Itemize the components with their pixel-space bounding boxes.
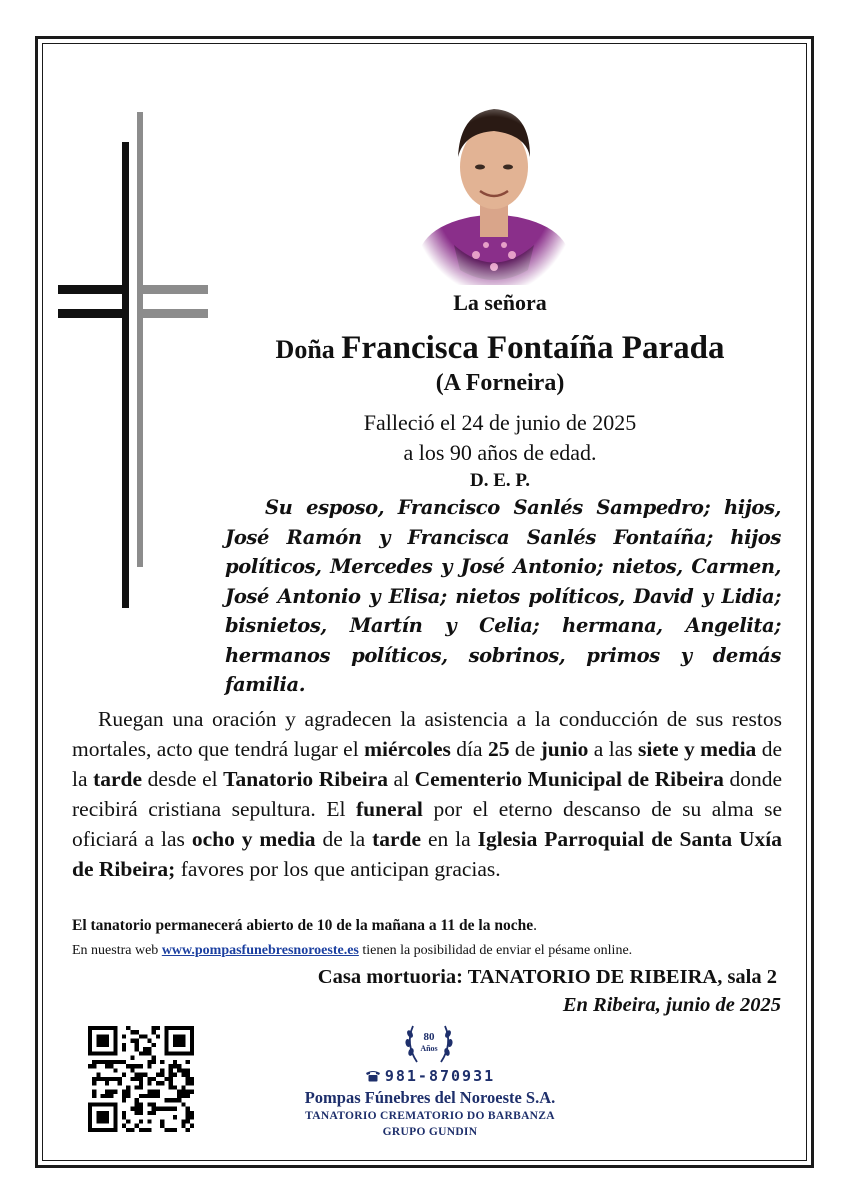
phone-number[interactable] bbox=[300, 1067, 560, 1085]
ceremony-text: de bbox=[509, 737, 541, 761]
death-date: Falleció el 24 de junio de 2025 bbox=[363, 410, 637, 435]
website-link[interactable]: www.pompasfunebresnoroeste.es bbox=[161, 943, 359, 958]
alias: (A Forneira) bbox=[435, 370, 565, 396]
full-name: Francisca Fontaíña Parada bbox=[341, 330, 725, 366]
ceremony-to-place: Cementerio Municipal de Ribeira bbox=[414, 767, 724, 791]
casa-mortuoria: Casa mortuoria: TANATORIO DE RIBEIRA, sala 2 bbox=[317, 966, 777, 988]
company-name: Pompas Fúnebres del Noroeste S.A. bbox=[304, 1088, 556, 1107]
ceremony-funeral-time: ocho y media bbox=[191, 827, 316, 851]
ceremony-day-name: miércoles bbox=[364, 737, 451, 761]
badge-word: Años bbox=[420, 1044, 438, 1053]
ceremony-period: tarde bbox=[93, 767, 143, 791]
ceremony-text: Ruegan una oración y agradecen la asistencia a la conducción de sus restos mortales, acto que tendrá lugar el bbox=[72, 707, 782, 761]
web-suffix: tienen la posibilidad de enviar el pésame online. bbox=[358, 943, 633, 958]
portrait-photo bbox=[416, 95, 571, 285]
opening-hours-end: . bbox=[533, 917, 537, 934]
deceased-name bbox=[220, 330, 780, 367]
ceremony-funeral-period: tarde bbox=[372, 827, 422, 851]
crematorio-name: TANATORIO CREMATORIO DO BARBANZA bbox=[305, 1110, 555, 1122]
ceremony-text: de la bbox=[315, 827, 373, 851]
ceremony-text: donde recibirá cristiana sepultura. El bbox=[72, 767, 782, 821]
name-prefix: Doña bbox=[275, 335, 335, 364]
ceremony-text: a las bbox=[588, 737, 639, 761]
group-name: GRUPO GUNDIN bbox=[382, 1126, 478, 1138]
intro-text: La señora bbox=[453, 290, 547, 315]
phone-text: 981-870931 bbox=[384, 1067, 496, 1085]
ceremony-text: desde el bbox=[142, 767, 224, 791]
ceremony-day-number: 25 bbox=[487, 737, 510, 761]
qr-code[interactable] bbox=[88, 1026, 194, 1132]
opening-hours-text: El tanatorio permanecerá abierto de 10 de la mañana a 11 de la noche bbox=[72, 917, 534, 934]
opening-hours-note bbox=[72, 917, 537, 935]
web-prefix: En nuestra web bbox=[72, 943, 162, 958]
web-note bbox=[72, 943, 632, 959]
badge-number: 80 bbox=[423, 1031, 435, 1043]
ceremony-text: en la bbox=[421, 827, 478, 851]
ceremony-time: siete y media bbox=[638, 737, 757, 761]
ceremony-month: junio bbox=[540, 737, 589, 761]
age: a los 90 años de edad. bbox=[403, 440, 597, 465]
ceremony-church: Iglesia Parroquial de Santa Uxía de Ribeira; bbox=[72, 827, 783, 881]
ceremony-text: favores por los que anticipan gracias. bbox=[175, 857, 501, 881]
family-list bbox=[225, 493, 781, 700]
ceremony-text: al bbox=[388, 767, 415, 791]
laurel-badge-icon bbox=[403, 1018, 455, 1068]
cross-icon bbox=[55, 112, 215, 612]
place-date: En Ribeira, junio de 2025 bbox=[562, 994, 781, 1016]
ceremony-funeral: funeral bbox=[356, 797, 423, 821]
ceremony-from-place: Tanatorio Ribeira bbox=[223, 767, 388, 791]
ceremony-text: día bbox=[450, 737, 488, 761]
family-text: Su esposo, Francisco Sanlés Sampedro; hijos, José Ramón y Francisca Sanlés Fontaíña; hijos políticos, Mercedes y José Antonio; nietos, Carmen, José Antonio y Elisa; nietos políticos, David y Lidia; bisnietos, Martín y Celia; hermana, Angelita; hermanos políticos, sobrinos, primos y demás familia. bbox=[225, 496, 781, 696]
ceremony-paragraph bbox=[72, 704, 782, 884]
rip: D. E. P. bbox=[469, 470, 530, 491]
phone-icon bbox=[365, 1070, 381, 1082]
ceremony-text: por el eterno descanso de su alma se oficiará a las bbox=[72, 797, 783, 851]
ceremony-text: de la bbox=[72, 737, 782, 791]
